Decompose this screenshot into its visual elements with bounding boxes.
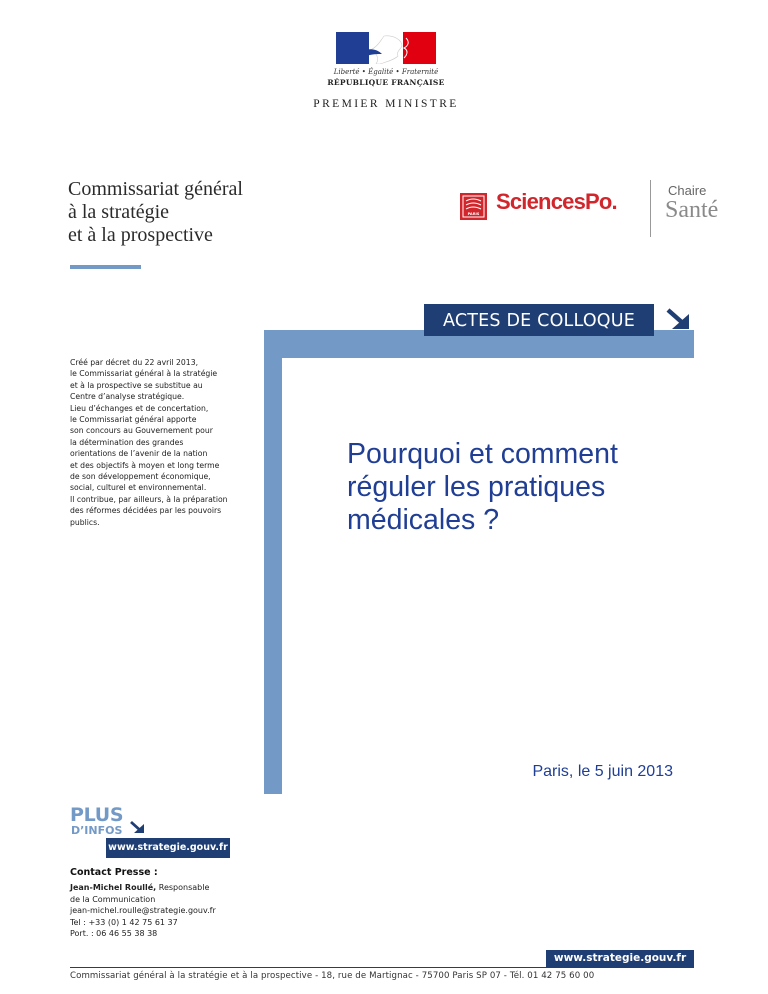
sciencespo-emblem-text: PARIS bbox=[467, 212, 480, 216]
document-title-line: réguler les pratiques bbox=[347, 471, 606, 503]
sciencespo-emblem bbox=[460, 193, 487, 220]
footer-divider bbox=[70, 967, 694, 968]
republic-name: RÉPUBLIQUE FRANÇAISE bbox=[327, 78, 445, 87]
intro-line: le Commissariat général apporte bbox=[70, 415, 197, 425]
intro-line: Centre d’analyse stratégique. bbox=[70, 392, 185, 402]
chair-label: Chaire bbox=[668, 183, 707, 198]
document-title bbox=[347, 438, 707, 537]
footer-website-link[interactable]: www.strategie.gouv.fr bbox=[546, 950, 694, 967]
chair-name: Santé bbox=[665, 197, 719, 223]
intro-line: son concours au Gouvernement pour bbox=[70, 426, 213, 436]
intro-line: de son développement économique, bbox=[70, 472, 211, 482]
intro-paragraph bbox=[70, 357, 270, 528]
intro-line: des réformes décidées par les pouvoirs bbox=[70, 506, 222, 516]
intro-line: et des objectifs à moyen et long terme bbox=[70, 460, 220, 470]
more-info-subheading: D’INFOS bbox=[71, 824, 123, 837]
press-contact-title: Contact Presse : bbox=[70, 867, 158, 878]
arrow-down-right-icon bbox=[129, 820, 146, 835]
website-link[interactable]: www.strategie.gouv.fr bbox=[106, 838, 230, 858]
partner-divider bbox=[650, 180, 651, 237]
ministry-name: PREMIER MINISTRE bbox=[313, 98, 459, 110]
contact-role-line: de la Communication bbox=[70, 894, 156, 904]
intro-line: Créé par décret du 22 avril 2013, bbox=[70, 358, 199, 367]
contact-name: Jean-Michel Roullé, bbox=[70, 883, 157, 892]
more-info-heading: PLUS bbox=[70, 804, 124, 826]
organization-title-rule bbox=[70, 265, 141, 269]
contact-role: Responsable bbox=[156, 883, 210, 892]
contact-mobile: Port. : 06 46 55 38 38 bbox=[70, 929, 158, 939]
footer-address: Commissariat général à la stratégie et à la prospective - 18, rue de Martignac - 75700 Paris SP 07 - Tél. 01 42 75 60 00 bbox=[70, 971, 595, 981]
intro-line: et à la prospective se substitue au bbox=[70, 380, 203, 390]
organization-title-line: Commissariat général bbox=[68, 178, 243, 200]
document-title-line: médicales ? bbox=[347, 504, 500, 536]
sciencespo-name: SciencesPo. bbox=[496, 189, 617, 214]
organization-title-line: et à la prospective bbox=[68, 224, 213, 246]
intro-line: social, culturel et environnemental. bbox=[70, 483, 207, 493]
intro-line: orientations de l’avenir de la nation bbox=[70, 449, 208, 459]
marianne-logo bbox=[336, 32, 436, 64]
contact-phone: Tel : +33 (0) 1 42 75 61 37 bbox=[70, 917, 178, 927]
republic-motto: Liberté • Égalité • Fraternité bbox=[333, 68, 439, 76]
press-contact-details bbox=[70, 882, 300, 940]
intro-line: Lieu d’échanges et de concertation, bbox=[70, 403, 209, 413]
intro-line: publics. bbox=[70, 517, 100, 527]
document-title-line: Pourquoi et comment bbox=[347, 438, 618, 470]
organization-title bbox=[68, 178, 368, 247]
arrow-down-right-icon bbox=[663, 307, 693, 333]
contact-name-line bbox=[70, 882, 300, 894]
intro-line: Il contribue, par ailleurs, à la préparation bbox=[70, 494, 228, 504]
intro-line: la détermination des grandes bbox=[70, 437, 184, 447]
document-type-label: ACTES DE COLLOQUE bbox=[442, 311, 636, 331]
contact-email[interactable]: jean-michel.roulle@strategie.gouv.fr bbox=[70, 906, 216, 916]
event-date: Paris, le 5 juin 2013 bbox=[532, 763, 673, 780]
organization-title-line: à la stratégie bbox=[68, 201, 170, 223]
intro-line: le Commissariat général à la stratégie bbox=[70, 369, 218, 379]
